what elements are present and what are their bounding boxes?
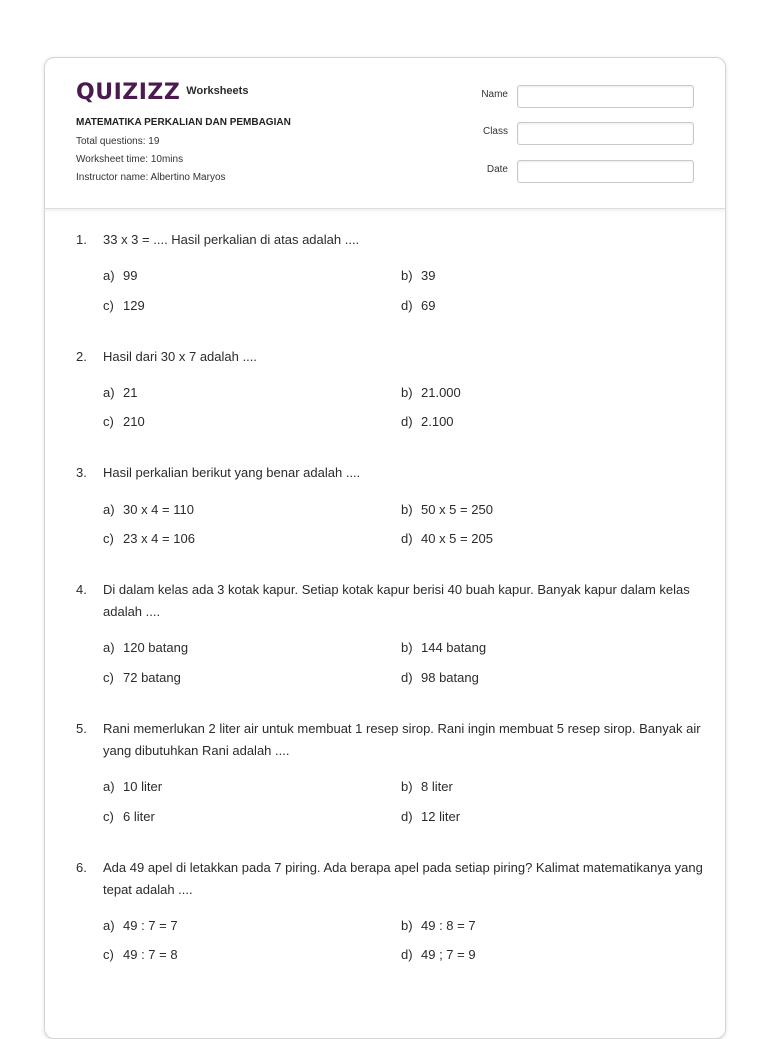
option-text: 23 x 4 = 106 <box>123 531 195 546</box>
option-text: 21.000 <box>421 385 461 400</box>
option-text: 2.100 <box>421 414 454 429</box>
class-label: Class <box>482 126 508 137</box>
option-text: 98 batang <box>421 670 479 685</box>
option-text: 144 batang <box>421 640 487 655</box>
option-letter: a) <box>103 502 115 517</box>
option-letter: b) <box>401 779 413 794</box>
worksheet-time: Worksheet time: 10mins <box>76 154 184 165</box>
option-letter: a) <box>103 268 115 283</box>
option-letter: b) <box>401 268 413 283</box>
option-letter: b) <box>401 640 413 655</box>
option-letter: a) <box>103 918 115 933</box>
question-text: Ada 49 apel di letakkan pada 7 piring. Ada berapa apel pada setiap piring? Kalimat matematikanya yang tepat adalah .... <box>103 860 703 897</box>
option-d[interactable] <box>401 809 460 824</box>
question-text: 33 x 3 = .... Hasil perkalian di atas adalah .... <box>103 232 360 247</box>
question-number: 1. <box>76 232 87 247</box>
option-text: 49 : 7 = 8 <box>123 947 178 962</box>
option-letter: d) <box>401 809 413 824</box>
option-b[interactable] <box>401 385 461 400</box>
question-number: 6. <box>76 860 87 875</box>
option-text: 21 <box>123 385 138 400</box>
date-label: Date <box>486 164 508 175</box>
option-d[interactable] <box>401 531 493 546</box>
option-text: 10 liter <box>123 779 163 794</box>
option-letter: c) <box>103 809 114 824</box>
option-b[interactable] <box>401 268 435 283</box>
date-field[interactable] <box>517 160 694 183</box>
worksheet-page <box>44 57 726 1039</box>
option-b[interactable] <box>401 918 476 933</box>
option-text: 49 : 8 = 7 <box>421 918 476 933</box>
option-text: 12 liter <box>421 809 461 824</box>
worksheet-header <box>45 58 725 209</box>
option-a[interactable] <box>103 779 162 794</box>
option-letter: d) <box>401 414 413 429</box>
option-c[interactable] <box>103 531 195 546</box>
question-text: Rani memerlukan 2 liter air untuk membuat 1 resep sirop. Rani ingin membuat 5 resep sirop. Banyak air yang dibutuhkan Rani adalah .... <box>103 721 701 758</box>
worksheet-title: MATEMATIKA PERKALIAN DAN PEMBAGIAN <box>76 117 291 128</box>
option-text: 129 <box>123 298 145 313</box>
option-d[interactable] <box>401 298 435 313</box>
class-field[interactable] <box>517 122 694 145</box>
option-d[interactable] <box>401 670 479 685</box>
option-a[interactable] <box>103 640 188 655</box>
option-text: 210 <box>123 414 145 429</box>
option-c[interactable] <box>103 947 178 962</box>
option-letter: d) <box>401 947 413 962</box>
option-letter: a) <box>103 385 115 400</box>
option-letter: c) <box>103 414 114 429</box>
option-d[interactable] <box>401 947 476 962</box>
option-text: 72 batang <box>123 670 181 685</box>
name-label: Name <box>481 89 508 100</box>
brand <box>76 80 248 105</box>
option-letter: b) <box>401 385 413 400</box>
option-d[interactable] <box>401 414 454 429</box>
question-text: Di dalam kelas ada 3 kotak kapur. Setiap kotak kapur berisi 40 buah kapur. Banyak kapur dalam kelas adalah .... <box>103 582 690 619</box>
option-text: 40 x 5 = 205 <box>421 531 493 546</box>
option-letter: d) <box>401 670 413 685</box>
option-letter: c) <box>103 298 114 313</box>
total-questions: Total questions: 19 <box>76 136 160 147</box>
option-c[interactable] <box>103 809 155 824</box>
option-letter: b) <box>401 918 413 933</box>
option-text: 8 liter <box>421 779 453 794</box>
option-letter: d) <box>401 531 413 546</box>
option-text: 120 batang <box>123 640 189 655</box>
name-field[interactable] <box>517 85 694 108</box>
question-text: Hasil perkalian berikut yang benar adalah .... <box>103 465 361 480</box>
option-text: 49 : 7 = 7 <box>123 918 178 933</box>
option-b[interactable] <box>401 640 486 655</box>
option-text: 69 <box>421 298 436 313</box>
option-c[interactable] <box>103 298 145 313</box>
question-number: 4. <box>76 582 87 597</box>
option-c[interactable] <box>103 414 145 429</box>
option-letter: c) <box>103 531 114 546</box>
option-a[interactable] <box>103 268 137 283</box>
quizizz-logo: QUIZIZZ <box>76 80 181 105</box>
question-number: 3. <box>76 465 87 480</box>
option-a[interactable] <box>103 385 137 400</box>
option-letter: a) <box>103 779 115 794</box>
option-a[interactable] <box>103 502 194 517</box>
option-text: 6 liter <box>123 809 155 824</box>
worksheets-label: Worksheets <box>186 84 249 97</box>
option-letter: b) <box>401 502 413 517</box>
option-c[interactable] <box>103 670 181 685</box>
question-number: 2. <box>76 349 87 364</box>
option-letter: a) <box>103 640 115 655</box>
option-b[interactable] <box>401 779 453 794</box>
option-text: 30 x 4 = 110 <box>123 502 194 517</box>
option-text: 49 ; 7 = 9 <box>421 947 476 962</box>
option-b[interactable] <box>401 502 493 517</box>
option-letter: c) <box>103 947 114 962</box>
option-text: 39 <box>421 268 436 283</box>
option-a[interactable] <box>103 918 178 933</box>
question-number: 5. <box>76 721 87 736</box>
question-text: Hasil dari 30 x 7 adalah .... <box>103 349 257 364</box>
option-text: 50 x 5 = 250 <box>421 502 493 517</box>
instructor-name: Instructor name: Albertino Maryos <box>76 172 226 183</box>
option-letter: d) <box>401 298 413 313</box>
option-text: 99 <box>123 268 138 283</box>
option-letter: c) <box>103 670 114 685</box>
